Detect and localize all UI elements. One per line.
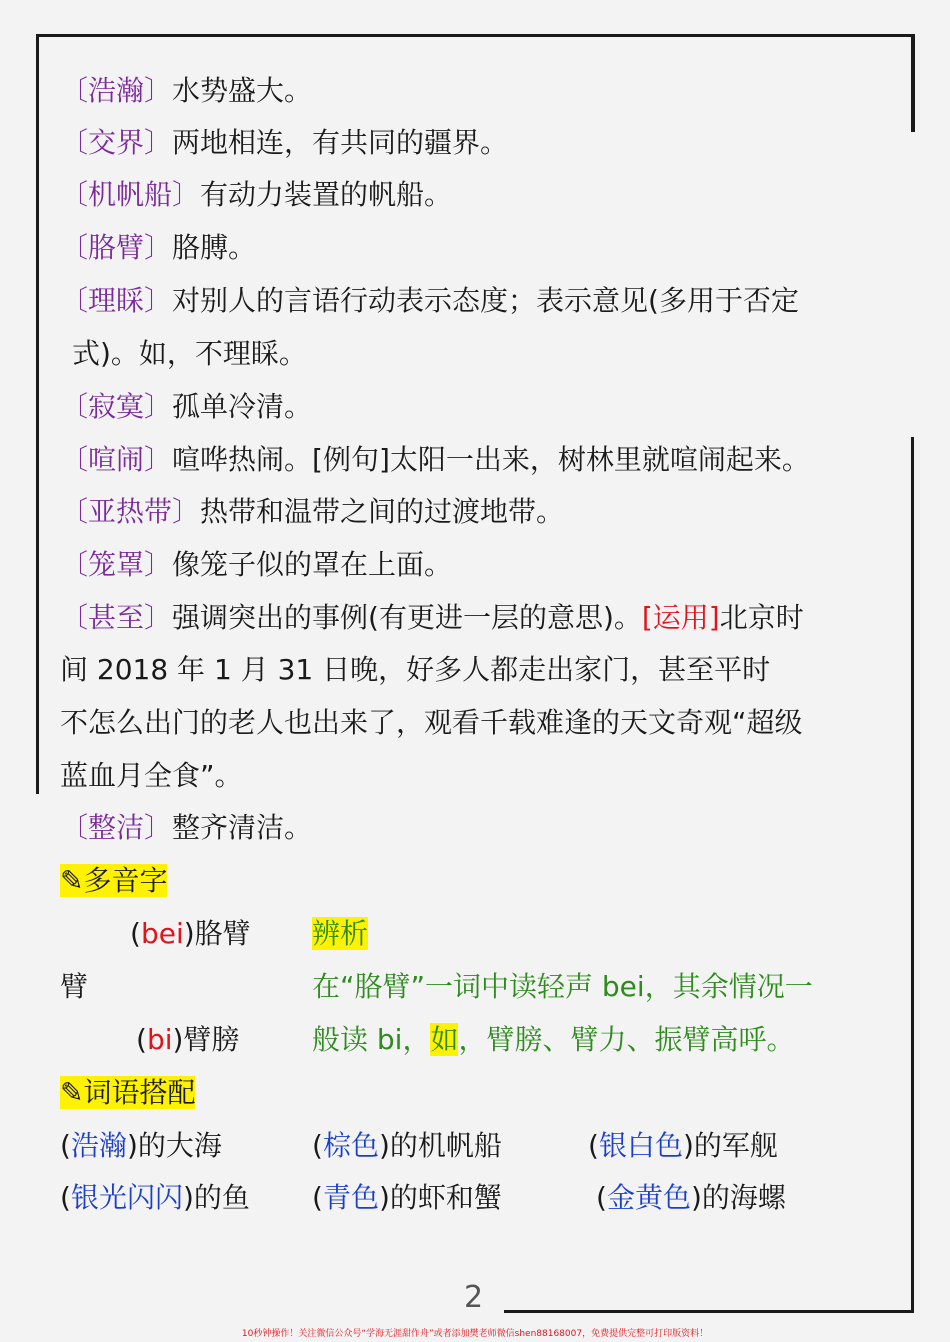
frame-bottom-border (504, 1310, 914, 1313)
pinyin-bei: bei (140, 917, 184, 950)
duoyinzi-heading (60, 864, 167, 898)
entry-definition: 胳膊。 (172, 231, 257, 264)
entry-jimo (60, 390, 312, 424)
analysis-line-1: 在“胳臂”一词中读轻声 bei，其余情况一 (312, 970, 813, 1003)
frame-right-border (911, 437, 914, 1312)
entry-term: 〔胳臂〕 (60, 231, 173, 264)
entry-definition: 孤单冷清。 (172, 390, 313, 423)
reading-bei: (bei)胳臂 (130, 917, 251, 950)
entry-term: 〔笼罩〕 (60, 548, 173, 581)
entry-term: 〔喧闹〕 (60, 443, 173, 476)
entry-xuannao (60, 443, 810, 477)
shenzhi-line-3: 蓝血月全食”。 (60, 759, 243, 792)
frame-top-border (36, 34, 914, 37)
entry-definition: 对别人的言语行动表示态度；表示意见(多用于否定 (172, 284, 799, 317)
entry-term: 〔交界〕 (60, 126, 173, 159)
usage-tag: [运用] (641, 601, 720, 634)
section-heading: ✎多音字 (60, 864, 168, 897)
entry-definition: 水势盛大。 (172, 74, 313, 107)
entry-definition: 两地相连，有共同的疆界。 (172, 126, 509, 159)
entry-definition: 喧哗热闹。[例句]太阳一出来，树林里就喧闹起来。 (172, 443, 810, 476)
entry-term: 〔机帆船〕 (60, 178, 201, 211)
section-heading: ✎词语搭配 (60, 1076, 196, 1109)
entry-longzhao (60, 548, 452, 582)
entry-definition-tail: 北京时 (719, 601, 804, 634)
entry-definition: 强调突出的事例(有更进一层的意思)。 (172, 601, 642, 634)
footer-notice: 10秒钟操作！关注微信公众号“学海无涯甜作舟”或者添加樊老师微信shen88168007，免费提供完整可打印版资料！ (241, 1329, 709, 1339)
entry-licai (60, 284, 799, 318)
entry-definition: 有动力装置的帆船。 (200, 178, 453, 211)
analysis-title: 辨析 (312, 917, 369, 950)
entry-shenzhi (60, 601, 804, 635)
entry-term: 〔亚热带〕 (60, 495, 201, 528)
reading-bi: (bi)臂膀 (136, 1023, 240, 1056)
entry-jifanchuan (60, 178, 452, 212)
entry-haohan (60, 74, 312, 108)
collocation-item: (银光闪闪)的鱼 (60, 1181, 250, 1214)
entry-licai-continued: 式)。如，不理睬。 (72, 337, 307, 370)
entry-gebei (60, 231, 256, 265)
shenzhi-line-2: 不怎么出门的老人也出来了，观看千载难逢的天文奇观“超级 (60, 706, 803, 739)
collocation-item: (棕色)的机帆船 (312, 1129, 502, 1162)
entry-yaredai (60, 495, 564, 529)
entry-term: 〔整洁〕 (60, 811, 173, 844)
collocation-item: (青色)的虾和蟹 (312, 1181, 502, 1214)
pinyin-bi: bi (146, 1023, 173, 1056)
polyphone-char: 臂 (60, 970, 89, 1003)
analysis-line-2: 般读 bi，如，臂膀、臂力、振臂高呼。 (312, 1023, 795, 1056)
collocation-item: (金黄色)的海螺 (596, 1181, 786, 1214)
entry-jiaojie (60, 126, 508, 160)
entry-definition: 热带和温带之间的过渡地带。 (200, 495, 565, 528)
entry-zhengjie (60, 811, 312, 845)
frame-right-top-border (911, 34, 915, 132)
entry-term: 〔浩瀚〕 (60, 74, 173, 107)
frame-left-border (36, 34, 39, 794)
page-number: 2 (464, 1280, 484, 1315)
shenzhi-line-1: 间 2018 年 1 月 31 日晚，好多人都走出家门，甚至平时 (60, 653, 771, 686)
collocation-item: (银白色)的军舰 (588, 1129, 778, 1162)
entry-definition: 像笼子似的罩在上面。 (172, 548, 453, 581)
collocation-item: (浩瀚)的大海 (60, 1129, 222, 1162)
collocation-heading (60, 1076, 195, 1110)
entry-term: 〔理睬〕 (60, 284, 173, 317)
entry-definition: 整齐清洁。 (172, 811, 313, 844)
entry-term: 〔寂寞〕 (60, 390, 173, 423)
entry-term: 〔甚至〕 (60, 601, 173, 634)
